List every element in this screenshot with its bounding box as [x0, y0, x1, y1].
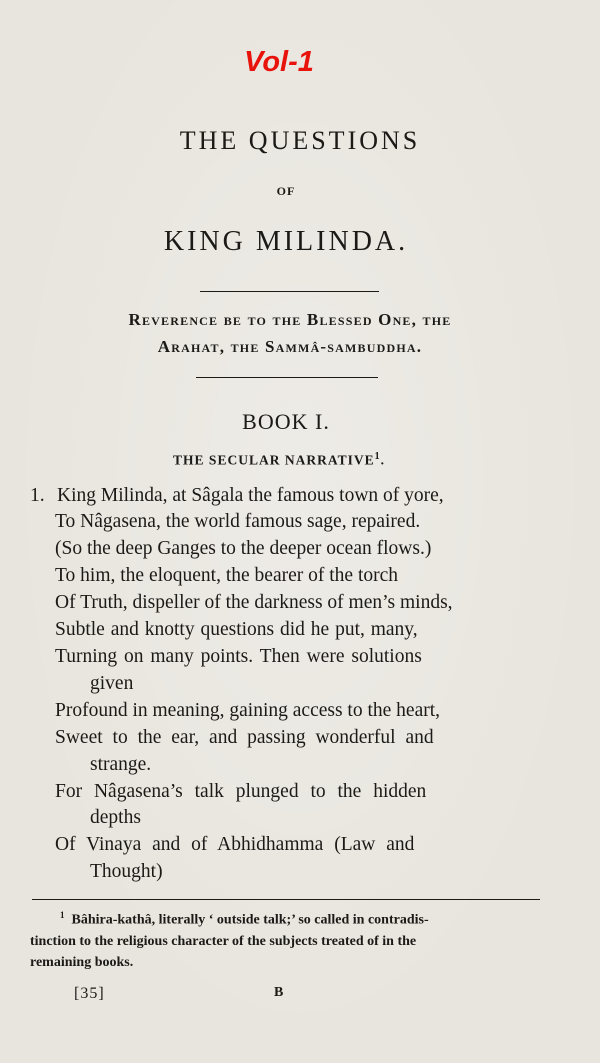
footnote-line-3: remaining books. — [30, 954, 134, 970]
footnote-text-1: Bâhira-kathâ, literally ‘ outside talk;’ so called in contradis- — [71, 912, 429, 928]
page-title: THE QUESTIONS — [179, 126, 421, 155]
verse-line: depths — [90, 807, 141, 828]
footnote-line-1 — [30, 905, 542, 931]
verse-line: given — [90, 673, 134, 694]
verse-line: Of Truth, dispeller of the darkness of men’s minds, — [55, 592, 453, 613]
volume-tag: Vol-1 — [244, 46, 314, 78]
page-number: [35] — [74, 985, 105, 1002]
footnote-ref: 1 — [374, 451, 381, 462]
signature-mark: B — [274, 985, 284, 1000]
section-heading-text: THE SECULAR NARRATIVE — [173, 452, 375, 468]
reverence-heading — [40, 306, 540, 360]
reverence-line-1: Reverence be to the Blessed One, the — [128, 310, 452, 329]
verse-number: 1. — [30, 485, 45, 506]
page-subtitle: KING MILINDA. — [163, 226, 409, 257]
verse-line: Turning on many points. Then were solutions — [55, 646, 422, 667]
verse-line: Sweet to the ear, and passing wonderful and — [55, 727, 434, 748]
verse-line: To him, the eloquent, the bearer of the torch — [55, 565, 399, 586]
verse-line: Of Vinaya and of Abhidhamma (Law and — [55, 834, 415, 855]
verse-line: For Nâgasena’s talk plunged to the hidden — [55, 781, 427, 802]
verse-line: King Milinda, at Sâgala the famous town of yore, — [57, 485, 444, 506]
footnote-rule — [32, 899, 540, 900]
verse-line: To Nâgasena, the world famous sage, repaired. — [55, 511, 421, 532]
verse-line: strange. — [90, 754, 152, 775]
verse-line: Thought) — [90, 861, 163, 882]
reverence-line-2: Arahat, the Sammâ-sambuddha. — [157, 337, 423, 356]
verse-line: Profound in meaning, gaining access to the heart, — [55, 700, 441, 721]
reverence-rule — [196, 377, 378, 378]
section-heading: THE SECULAR NARRATIVE$^1$. — [173, 451, 385, 468]
verse-line: (So the deep Ganges to the deeper ocean flows.) — [55, 538, 432, 559]
footnote — [30, 905, 542, 973]
verse-line: Subtle and knotty questions did he put, many, — [55, 619, 418, 640]
title-rule — [200, 291, 379, 292]
book-heading: BOOK I. — [242, 409, 330, 434]
footnote-mark: 1 — [60, 910, 65, 920]
title-of: OF — [276, 184, 296, 198]
footnote-line-2: tinction to the religious character of the subjects treated of in the — [30, 933, 417, 949]
